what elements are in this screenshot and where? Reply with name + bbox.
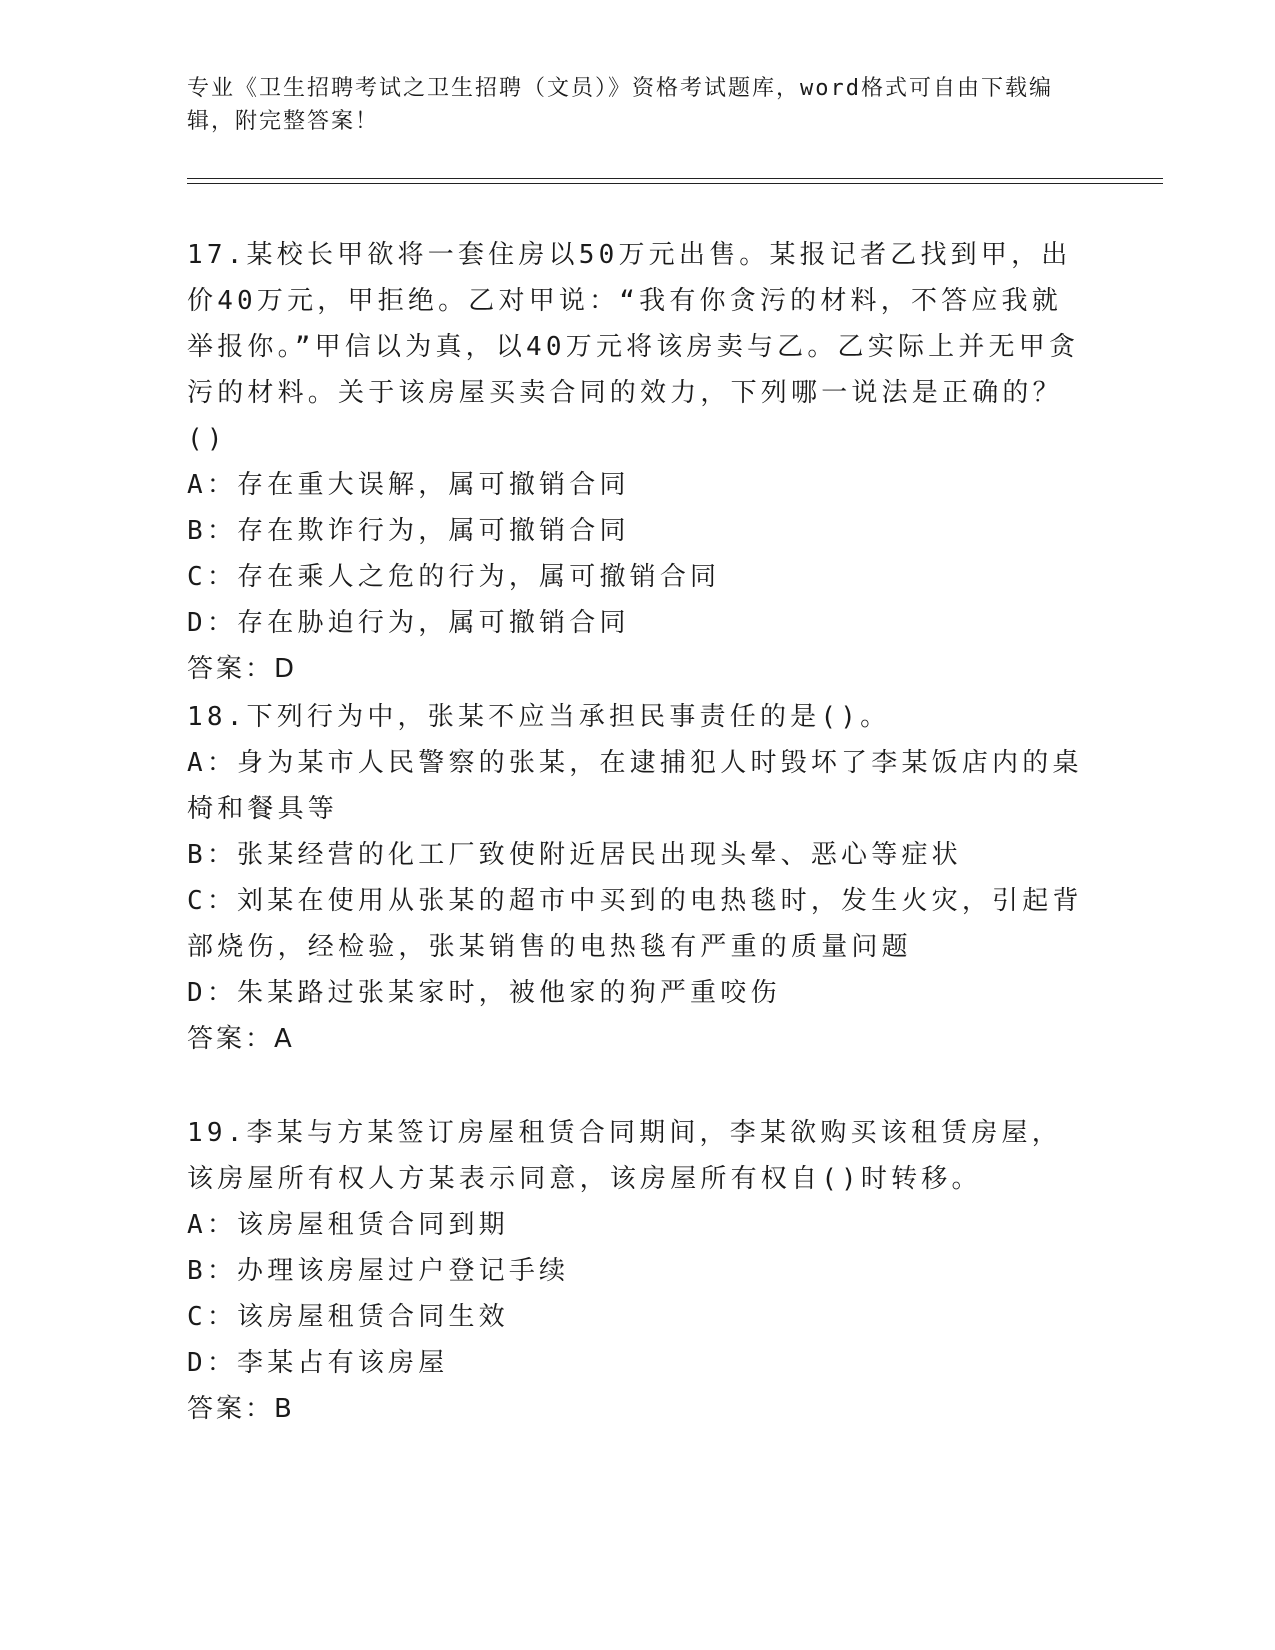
option-a: A：该房屋租赁合同到期 xyxy=(187,1210,509,1240)
question-18 xyxy=(187,694,1087,1062)
option-d: D：李某占有该房屋 xyxy=(187,1348,449,1378)
question-stem: 17.某校长甲欲将一套住房以50万元出售。某报记者乙找到甲，出价40万元，甲拒绝。乙对甲说：“我有你贪污的材料，不答应我就举报你。”甲信以为真，以40万元将该房卖与乙。乙实际上并无甲贪污的材料。关于该房屋买卖合同的效力，下列哪一说法是正确的？() xyxy=(187,240,1080,454)
option-a: A：存在重大误解，属可撤销合同 xyxy=(187,470,630,500)
answer-label: 答案：A xyxy=(187,1024,295,1054)
question-stem: 19.李某与方某签订房屋租赁合同期间，李某欲购买该租赁房屋，该房屋所有权人方某表示同意，该房屋所有权自()时转移。 xyxy=(187,1118,1062,1194)
option-c: C：刘某在使用从张某的超市中买到的电热毯时，发生火灾，引起背部烧伤，经检验，张某销售的电热毯有严重的质量问题 xyxy=(187,886,1083,962)
option-d: D：存在胁迫行为，属可撤销合同 xyxy=(187,608,630,638)
option-d: D：朱某路过张某家时，被他家的狗严重咬伤 xyxy=(187,978,781,1008)
option-c: C：该房屋租赁合同生效 xyxy=(187,1302,509,1332)
answer-label: 答案：B xyxy=(187,1394,295,1424)
question-19 xyxy=(187,1110,1087,1432)
question-17 xyxy=(187,232,1087,692)
answer-label: 答案：D xyxy=(187,654,298,684)
option-c: C：存在乘人之危的行为，属可撤销合同 xyxy=(187,562,721,592)
document-header: 专业《卫生招聘考试之卫生招聘（文员）》资格考试题库，word格式可自由下载编辑，附完整答案！ xyxy=(187,76,1053,134)
option-b: B：张某经营的化工厂致使附近居民出现头晕、恶心等症状 xyxy=(187,840,962,870)
option-a: A：身为某市人民警察的张某，在逮捕犯人时毁坏了李某饭店内的桌椅和餐具等 xyxy=(187,748,1083,824)
header-divider-top xyxy=(187,178,1163,179)
header-divider-bottom xyxy=(187,183,1163,184)
option-b: B：办理该房屋过户登记手续 xyxy=(187,1256,570,1286)
option-b: B：存在欺诈行为，属可撤销合同 xyxy=(187,516,630,546)
question-stem: 18.下列行为中，张某不应当承担民事责任的是()。 xyxy=(187,702,891,732)
